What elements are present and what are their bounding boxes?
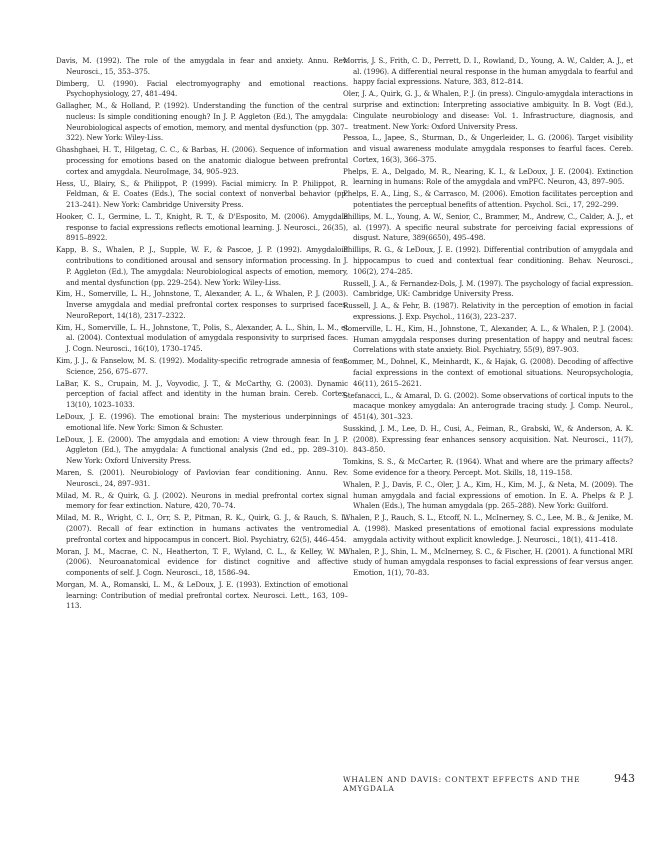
reference-entry: Dimberg, U. (1990). Facial electromyography and emotional reactions. Psychophysiology, 27, 481–494. [56, 78, 348, 99]
reference-entry: Russell, J. A., & Fehr, B. (1987). Relativity in the perception of emotion in facial expressions. J. Exp. Psychol., 116(3), 223–237. [343, 301, 633, 322]
reference-entry: Moran, J. M., Macrae, C. N., Heatherton, T. F., Wyland, C. L., & Kelley, W. M. (2006). Neuroanatomical evidence for distinct cognitive and affective components of self. J. Cogn. Neurosci., 18, 1586–94. [56, 546, 348, 578]
reference-entry: Morris, J. S., Frith, C. D., Perrett, D. I., Rowland, D., Young, A. W., Calder, A. J., et al. (1996). A differential neural response in the human amygdala to fearful and happy facial expressions. Nature, 383, 812–814. [343, 56, 633, 87]
reference-entry: Milad, M. R., & Quirk, G. J. (2002). Neurons in medial prefrontal cortex signal memory for fear extinction. Nature, 420, 70–74. [56, 490, 348, 511]
reference-entry: Phillips, M. L., Young, A. W., Senior, C., Brammer, M., Andrew, C., Calder, A. J., et al. (1997). A specific neural substrate for perceiving facial expressions of disgust. Nature, 389(6650), 495–498. [343, 212, 633, 243]
reference-entry: Phelps, E. A., Ling, S., & Carrasco, M. (2006). Emotion facilitates perception and potentiates the perceptual benefits of attention. Psychol. Sci., 17, 292–299. [343, 189, 633, 210]
reference-entry: LaBar, K. S., Crupain, M. J., Voyvodic, J. T., & McCarthy, G. (2003). Dynamic perception of facial affect and identity in the human brain. Cereb. Cortex, 13(10), 1023–1033. [56, 378, 348, 410]
reference-entry: Phillips, R. G., & LeDoux, J. E. (1992). Differential contribution of amygdala and hippocampus to cued and contextual fear conditioning. Behav. Neurosci., 106(2), 274–285. [343, 245, 633, 276]
reference-entry: Hooker, C. I., Germine, L. T., Knight, R. T., & D'Esposito, M. (2006). Amygdala response to facial expressions reflects emotional learning. J. Neurosci., 26(35), 8915–8922. [56, 212, 348, 243]
running-head: WHALEN AND DAVIS: CONTEXT EFFECTS AND THE AMYGDALA [343, 775, 581, 793]
reference-entry: LeDoux, J. E. (2000). The amygdala and emotion: A view through fear. In J. P. Aggleton (Ed.), The amygdala: A functional analysis (2nd ed., pp. 289–310). New York: Oxford University Press. [56, 434, 348, 466]
reference-entry: Milad, M. R., Wright, C. I., Orr, S. P., Pitman, R. K., Quirk, G. J., & Rauch, S. L. (2007). Recall of fear extinction in humans activates the ventromedial prefrontal cortex and hippocampus in concert. Biol. Psychiatry, 62(5), 446–454. [56, 513, 348, 544]
reference-entry: Gallagher, M., & Holland, P. (1992). Understanding the function of the central nucleus: Is simple conditioning enough? In J. P. Aggleton (Ed.), The amygdala: Neurobiological aspects of emotion, memory, and mental dysfunction (pp. 307–322). New York: Wiley-Liss. [56, 101, 348, 143]
page-number: 943 [614, 772, 635, 785]
reference-entry: LeDoux, J. E. (1996). The emotional brain: The mysterious underpinnings of emotional life. New York: Simon & Schuster. [56, 412, 348, 432]
reference-entry: Hess, U., Blairy, S., & Philippot, P. (1999). Facial mimicry. In P. Philippot, R. Feldman, & E. Coates (Eds.), The social context of nonverbal behavior (pp. 213–241). New York: Cambridge University Press. [56, 178, 348, 210]
reference-entry: Kim, H., Somerville, L. H., Johnstone, T., Polis, S., Alexander, A. L., Shin, L. M., et al. (2004). Contextual modulation of amygdala responsivity to surprised faces. J. Cogn. Neurosci., 16(10), 1730–1745. [56, 322, 348, 354]
reference-entry: Whalen, P. J., Rauch, S. L., Etcoff, N. L., McInerney, S. C., Lee, M. B., & Jenike, M. A. (1998). Masked presentations of emotional facial expressions modulate amygdala activity without explicit knowledge. J. Neurosci., 18(1), 411–418. [343, 513, 633, 544]
references-right-column [343, 56, 633, 580]
reference-entry: Morgan, M. A., Romanski, L. M., & LeDoux, J. E. (1993). Extinction of emotional learning: Contribution of medial prefrontal cortex. Neurosci. Lett., 163, 109–113. [56, 579, 348, 611]
reference-entry: Susskind, J. M., Lee, D. H., Cusi, A., Feiman, R., Grabski, W., & Anderson, A. K. (2008). Expressing fear enhances sensory acquisition. Nat. Neurosci., 11(7), 843–850. [343, 423, 633, 455]
page-footer [343, 772, 635, 793]
reference-entry: Pessoa, L., Japee, S., Sturman, D., & Ungerleider, L. G. (2006). Target visibility and visual awareness modulate amygdala responses to fearful faces. Cereb. Cortex, 16(3), 366–375. [343, 133, 633, 164]
reference-entry: Kim, J. J., & Fanselow, M. S. (1992). Modality-specific retrograde amnesia of fear. Science, 256, 675–677. [56, 356, 348, 376]
reference-entry: Maren, S. (2001). Neurobiology of Pavlovian fear conditioning. Annu. Rev. Neurosci., 24, 897–931. [56, 468, 348, 488]
reference-entry: Oler, J. A., Quirk, G. J., & Whalen, P. J. (in press). Cingulo-amygdala interactions in surprise and extinction: Interpreting associative ambiguity. In B. Vogt (Ed.), Cingulate neurobiology and disease: Vol. 1. Infrastructure, diagnosis, and treatment. New York: Oxford University Press. [343, 89, 633, 131]
reference-entry: Stefanacci, L., & Amaral, D. G. (2002). Some observations of cortical inputs to the macaque monkey amygdala: An anterograde tracing study. J. Comp. Neurol., 451(4), 301–323. [343, 390, 633, 422]
reference-entry: Kapp, B. S., Whalen, P. J., Supple, W. F., & Pascoe, J. P. (1992). Amygdaloid contributions to conditioned arousal and sensory information processing. In J. P. Aggleton (Ed.), The amygdala: Neurobiological aspects of emotion, memory, and mental dysfunction (pp. 229–254). New York: Wiley-Liss. [56, 245, 348, 287]
reference-entry: Whalen, P. J., Davis, F. C., Oler, J. A., Kim, H., Kim, M. J., & Neta, M. (2009). The human amygdala and facial expressions of emotion. In E. A. Phelps & P. J. Whalen (Eds.), The human amygdala (pp. 265–288). New York: Guilford. [343, 479, 633, 511]
reference-entry: Phelps, E. A., Delgado, M. R., Nearing, K. I., & LeDoux, J. E. (2004). Extinction learning in humans: Role of the amygdala and vmPFC. Neuron, 43, 897–905. [343, 166, 633, 187]
reference-entry: Ghashghaei, H. T., Hilgetag, C. C., & Barbas, H. (2006). Sequence of information processing for emotions based on the anatomic dialogue between prefrontal cortex and amygdala. NeuroImage, 34, 905–923. [56, 145, 348, 176]
reference-entry: Russell, J. A., & Fernandez-Dols, J. M. (1997). The psychology of facial expression. Cambridge, UK: Cambridge University Press. [343, 278, 633, 299]
reference-entry: Sommer, M., Dohnel, K., Meinhardt, K., & Hajak, G. (2008). Decoding of affective facial expressions in the context of emotional situations. Neuropsychologia, 46(11), 2615–2621. [343, 357, 633, 388]
reference-entry: Davis, M. (1992). The role of the amygdala in fear and anxiety. Annu. Rev. Neurosci., 15, 353–375. [56, 56, 348, 76]
reference-entry: Kim, H., Somerville, L. H., Johnstone, T., Alexander, A. L., & Whalen, P. J. (2003). Inverse amygdala and medial prefrontal cortex responses to surprised faces. NeuroReport, 14(18), 2317–2322. [56, 289, 348, 320]
reference-entry: Somerville, L. H., Kim, H., Johnstone, T., Alexander, A. L., & Whalen, P. J. (2004). Human amygdala responses during presentation of happy and neutral faces: Correlations with state anxiety. Biol. Psychiatry, 55(9), 897–903. [343, 323, 633, 355]
reference-entry: Whalen, P. J., Shin, L. M., McInerney, S. C., & Fischer, H. (2001). A functional MRI study of human amygdala responses to facial expressions of fear versus anger. Emotion, 1(1), 70–83. [343, 546, 633, 578]
reference-entry: Tomkins, S. S., & McCarter, R. (1964). What and where are the primary affects? Some evidence for a theory. Percept. Mot. Skills, 18, 119–158. [343, 457, 633, 478]
references-left-column [56, 56, 348, 613]
